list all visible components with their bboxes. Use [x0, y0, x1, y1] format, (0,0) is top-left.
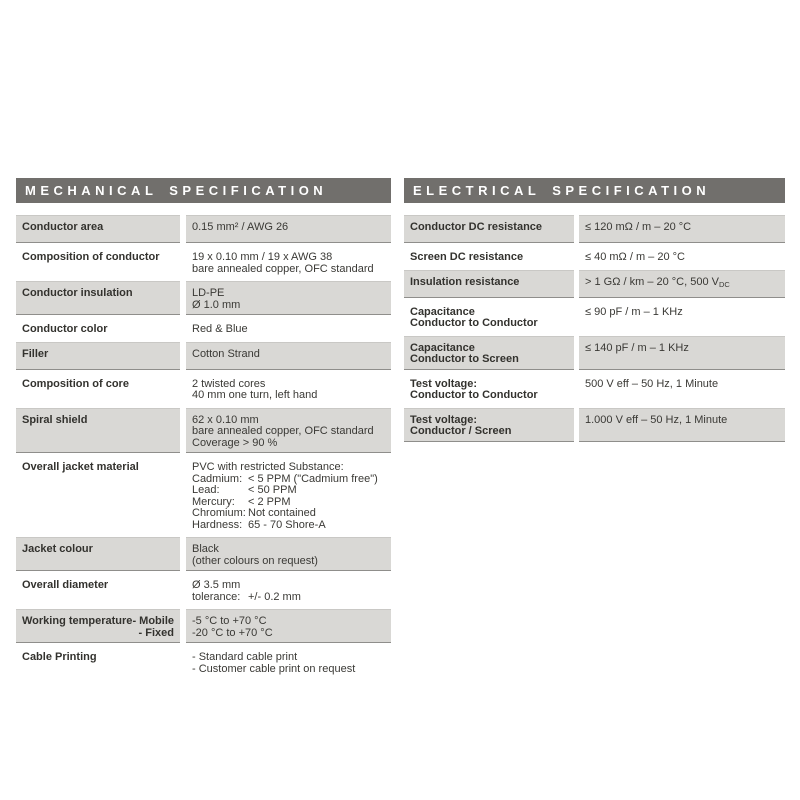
- electrical-section-header: ELECTRICAL SPECIFICATION: [404, 178, 785, 203]
- row-value-line: [192, 520, 385, 532]
- table-row: [16, 342, 391, 370]
- value-val: Not contained: [248, 507, 316, 519]
- table-row: [404, 301, 785, 333]
- row-value-line: 0.15 mm² / AWG 26: [192, 221, 289, 233]
- row-value-line: Red & Blue: [192, 323, 248, 335]
- row-label: [16, 537, 180, 571]
- row-label-text: [22, 379, 174, 391]
- row-label-line: Capacitance: [410, 305, 475, 318]
- row-value: [186, 646, 391, 678]
- row-label-line: Screen DC resistance: [410, 251, 524, 263]
- row-value-line: PVC with restricted Substance:: [192, 461, 344, 473]
- row-label-text: [22, 349, 174, 361]
- row-value-line: bare annealed copper, OFC standard: [192, 425, 374, 437]
- row-value-line: [585, 277, 779, 289]
- mechanical-specification-table: [16, 178, 391, 681]
- row-value-line: (other colours on request): [192, 554, 318, 567]
- row-label-line: Conductor area: [22, 221, 104, 233]
- row-value-line: 1.000 V eff – 50 Hz, 1 Minute: [585, 413, 728, 426]
- table-row: [16, 408, 391, 454]
- row-label-line: Conductor color: [22, 323, 108, 335]
- mechanical-rows: [16, 215, 391, 678]
- value-key: Lead:: [192, 484, 220, 496]
- row-label-text: [22, 288, 174, 300]
- row-label-line: Conductor to Conductor: [410, 317, 538, 329]
- row-value-line: Coverage > 90 %: [192, 436, 278, 449]
- row-label: [404, 215, 574, 243]
- row-label-line: Conductor to Screen: [410, 353, 519, 365]
- table-row: [404, 336, 785, 370]
- row-label-text: [410, 277, 568, 289]
- row-label-text: [410, 415, 568, 438]
- table-row: [404, 408, 785, 442]
- table-row: [16, 281, 391, 315]
- electrical-rows: [404, 215, 785, 442]
- row-label-line: Capacitance: [410, 341, 475, 354]
- row-value-line: Ø 3.5 mm: [192, 579, 241, 591]
- value-val: < 5 PPM ("Cadmium free"): [248, 472, 378, 485]
- row-label-text: [22, 544, 174, 556]
- table-row: [16, 646, 391, 678]
- row-label: [16, 609, 180, 643]
- row-value-line: 40 mm one turn, left hand: [192, 389, 318, 401]
- row-label-line: Conductor DC resistance: [410, 221, 543, 233]
- value-key: Mercury:: [192, 495, 235, 508]
- row-value: [186, 373, 391, 405]
- row-label: [16, 574, 180, 606]
- row-label-line: Conductor insulation: [22, 287, 133, 299]
- value-key: Hardness:: [192, 518, 243, 531]
- electrical-specification-table: [404, 178, 785, 445]
- table-row: [16, 246, 391, 278]
- value-val: 65 - 70 Shore-A: [248, 518, 326, 531]
- row-value-line: - Customer cable print on request: [192, 662, 356, 675]
- value-subscript: DC: [719, 279, 730, 289]
- value-key: Cadmium:: [192, 472, 243, 485]
- value-val: < 50 PPM: [248, 484, 297, 496]
- row-value: [579, 373, 785, 405]
- row-label-line: Spiral shield: [22, 413, 88, 426]
- row-value: [579, 301, 785, 333]
- row-label: [404, 270, 574, 298]
- row-label-text: [410, 343, 568, 366]
- row-label-line: Composition of core: [22, 377, 129, 390]
- table-row: [16, 574, 391, 606]
- value-val: +/- 0.2 mm: [248, 590, 301, 603]
- row-value-line: ≤ 90 pF / m – 1 KHz: [585, 305, 683, 318]
- row-value: [579, 270, 785, 298]
- row-value: [186, 574, 391, 606]
- row-label-line: Conductor to Conductor: [410, 389, 538, 401]
- row-label-text: [22, 462, 174, 474]
- row-label-text: [410, 222, 568, 234]
- table-row: [16, 318, 391, 339]
- row-value-line: 2 twisted cores: [192, 377, 266, 390]
- row-label-line: Conductor / Screen: [410, 425, 512, 437]
- row-label-line: Test voltage:: [410, 413, 478, 426]
- row-label-line: Filler: [22, 347, 49, 360]
- row-value-line: -5 °C to +70 °C: [192, 615, 267, 627]
- table-row: [404, 270, 785, 298]
- row-label-text: [22, 324, 174, 336]
- row-value-line: Black: [192, 543, 219, 555]
- row-value: [186, 281, 391, 315]
- row-value-line: Ø 1.0 mm: [192, 298, 241, 311]
- row-label-text: [410, 307, 568, 330]
- row-value: [186, 318, 391, 339]
- row-label: [16, 281, 180, 315]
- row-label: [16, 342, 180, 370]
- row-label: [16, 646, 180, 678]
- row-label-line: Insulation resistance: [410, 275, 520, 288]
- row-label-side: [132, 616, 174, 639]
- table-row: [16, 537, 391, 571]
- row-value-line: bare annealed copper, OFC standard: [192, 262, 374, 275]
- row-value: [579, 336, 785, 370]
- row-label-line: Working temperature: [22, 615, 133, 627]
- row-value: [579, 246, 785, 267]
- row-value: [186, 408, 391, 454]
- row-label-side-line: - Mobile: [132, 615, 174, 627]
- row-value: [186, 342, 391, 370]
- row-label-line: Overall diameter: [22, 579, 109, 591]
- table-row: [16, 456, 391, 534]
- table-row: [16, 215, 391, 243]
- row-value: [579, 215, 785, 243]
- row-label: [16, 215, 180, 243]
- row-value-line: ≤ 40 mΩ / m – 20 °C: [585, 251, 685, 263]
- row-label-text: [22, 580, 174, 592]
- mechanical-section-header: MECHANICAL SPECIFICATION: [16, 178, 391, 203]
- value-text: > 1 GΩ / km – 20 °C, 500 V: [585, 275, 719, 288]
- row-label: [16, 408, 180, 454]
- row-label: [16, 456, 180, 534]
- value-val: < 2 PPM: [248, 495, 291, 508]
- row-label-text: [22, 652, 174, 664]
- table-row: [16, 609, 391, 643]
- table-row: [404, 246, 785, 267]
- row-label-text: [22, 415, 174, 427]
- row-value: [186, 215, 391, 243]
- value-key: Chromium:: [192, 507, 246, 519]
- row-label: [404, 336, 574, 370]
- row-value: [186, 246, 391, 278]
- table-row: [404, 215, 785, 243]
- row-label-line: Cable Printing: [22, 651, 97, 663]
- row-value-line: Cotton Strand: [192, 347, 260, 360]
- row-label-line: Overall jacket material: [22, 461, 139, 473]
- row-label-side-line: - Fixed: [138, 626, 174, 639]
- row-value-line: 19 x 0.10 mm / 19 x AWG 38: [192, 251, 333, 263]
- row-value-line: - Standard cable print: [192, 651, 298, 663]
- row-label-text: [22, 252, 174, 264]
- row-label-line: Jacket colour: [22, 543, 93, 555]
- value-key: tolerance:: [192, 590, 241, 603]
- row-value: [186, 609, 391, 643]
- row-label-text: [22, 222, 174, 234]
- row-value: [579, 408, 785, 442]
- row-value-line: [192, 592, 385, 604]
- row-label-line: Test voltage:: [410, 377, 478, 390]
- row-value-line: LD-PE: [192, 287, 225, 299]
- table-row: [16, 373, 391, 405]
- row-value-line: -20 °C to +70 °C: [192, 626, 273, 639]
- row-value-line: [192, 508, 385, 520]
- row-value-line: ≤ 140 pF / m – 1 KHz: [585, 341, 689, 354]
- row-label-text: [410, 379, 568, 402]
- row-label: [404, 408, 574, 442]
- row-label-text: [410, 252, 568, 264]
- row-label: [16, 246, 180, 278]
- row-label: [404, 246, 574, 267]
- row-label-line: Composition of conductor: [22, 251, 160, 263]
- row-label-text: [22, 616, 132, 639]
- row-label: [16, 373, 180, 405]
- row-value: [186, 537, 391, 571]
- row-label: [404, 301, 574, 333]
- row-value-line: 62 x 0.10 mm: [192, 413, 259, 426]
- table-row: [404, 373, 785, 405]
- row-value-line: [192, 485, 385, 497]
- row-value-line: 500 V eff – 50 Hz, 1 Minute: [585, 377, 719, 390]
- row-label: [404, 373, 574, 405]
- row-value-line: ≤ 120 mΩ / m – 20 °C: [585, 221, 692, 233]
- row-label: [16, 318, 180, 339]
- row-value: [186, 456, 391, 534]
